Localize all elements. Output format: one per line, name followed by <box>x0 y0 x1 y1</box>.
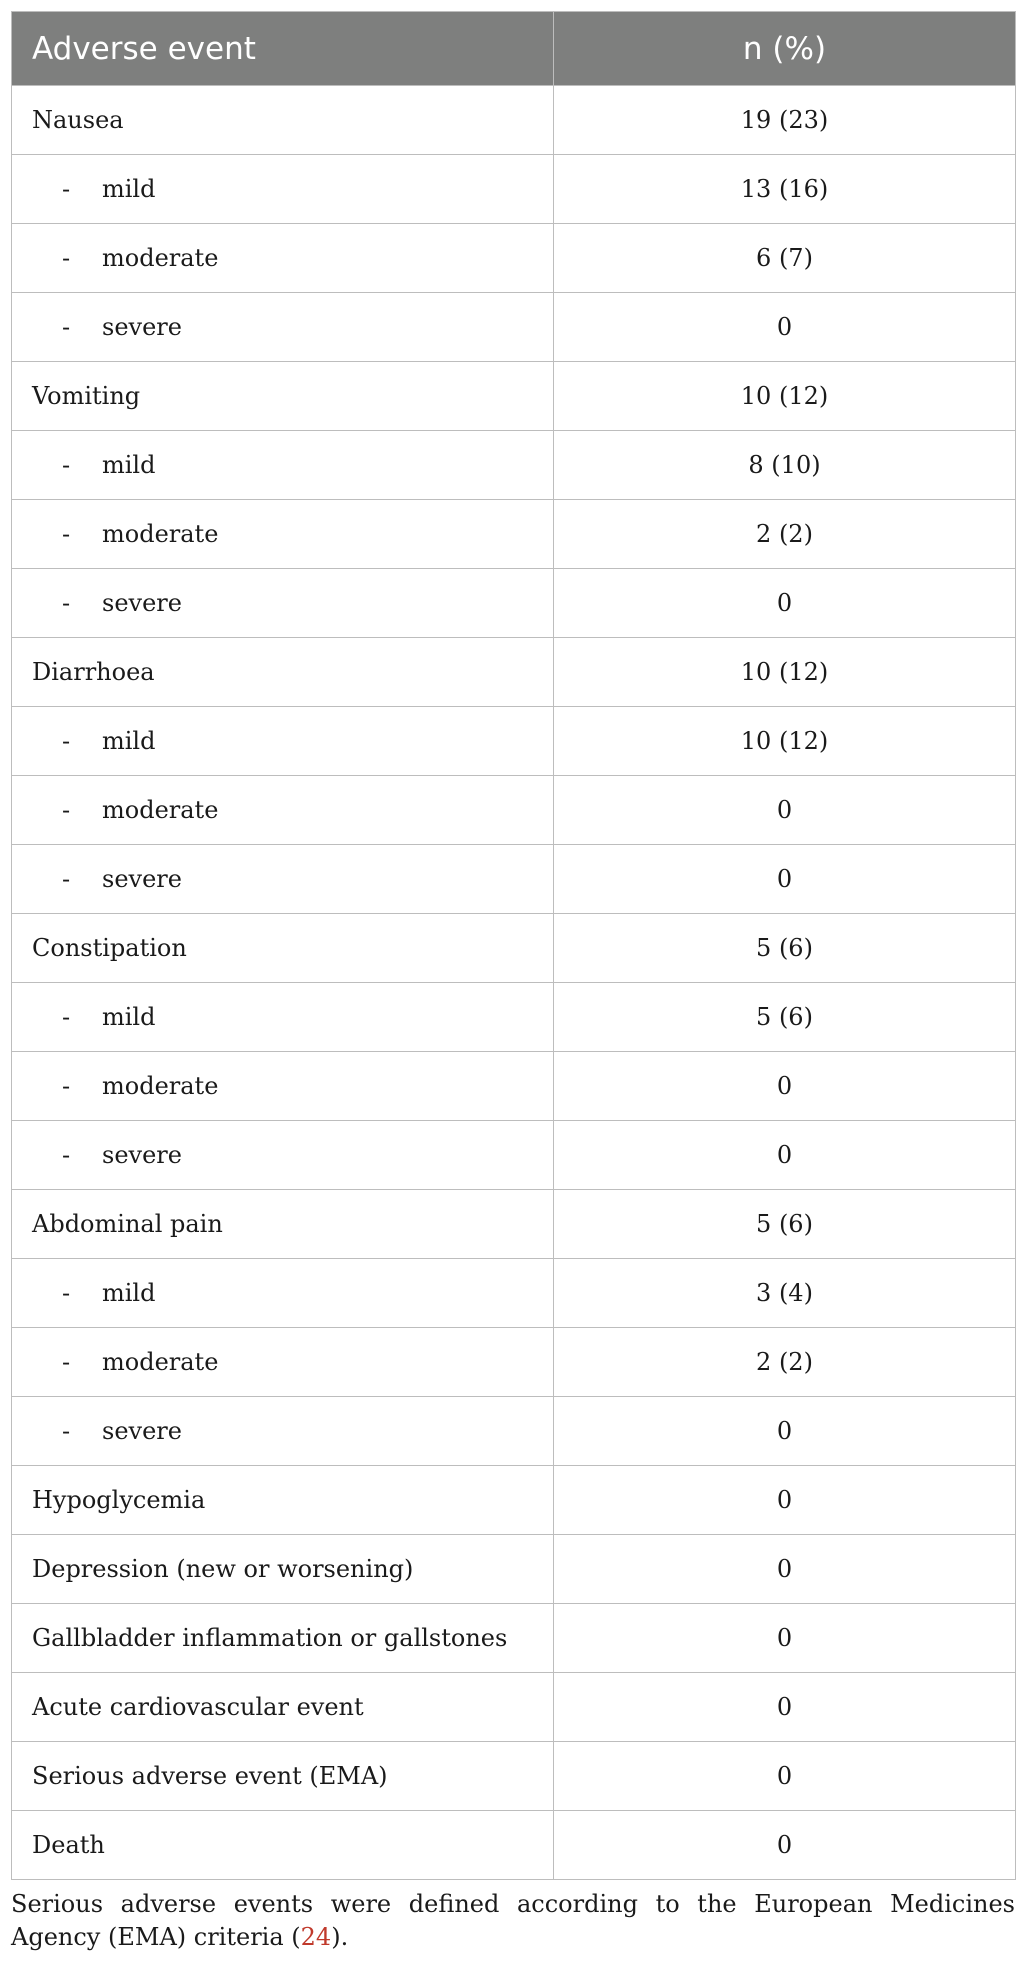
sub-item-dash: - <box>62 244 71 272</box>
n-percent-cell: 0 <box>554 776 1016 845</box>
severity-label-cell <box>12 1259 554 1328</box>
row-label: severe <box>102 589 182 617</box>
table-row <box>12 431 1016 500</box>
table-body <box>12 86 1016 1880</box>
table-row <box>12 362 1016 431</box>
row-label: Diarrhoea <box>32 658 155 686</box>
adverse-event-cell <box>12 1466 554 1535</box>
row-label: Death <box>32 1831 105 1859</box>
n-percent-cell: 3 (4) <box>554 1259 1016 1328</box>
row-label: moderate <box>102 796 219 824</box>
adverse-event-cell <box>12 1535 554 1604</box>
header-adverse-event: Adverse event <box>12 12 554 86</box>
table-row <box>12 1604 1016 1673</box>
n-percent-cell: 0 <box>554 1052 1016 1121</box>
severity-label-cell <box>12 569 554 638</box>
n-percent-cell: 10 (12) <box>554 638 1016 707</box>
row-label: mild <box>102 1279 156 1307</box>
n-percent-cell: 0 <box>554 845 1016 914</box>
row-label: Gallbladder inflammation or gallstones <box>32 1624 508 1652</box>
row-label: Nausea <box>32 106 124 134</box>
adverse-events-table-container <box>11 11 1015 1880</box>
row-label: mild <box>102 727 156 755</box>
table-row <box>12 1052 1016 1121</box>
sub-item-dash: - <box>62 1003 71 1031</box>
severity-label-cell <box>12 983 554 1052</box>
sub-item-dash: - <box>62 727 71 755</box>
n-percent-cell: 5 (6) <box>554 914 1016 983</box>
table-row <box>12 1535 1016 1604</box>
table-row <box>12 155 1016 224</box>
adverse-event-cell <box>12 86 554 155</box>
table-row <box>12 914 1016 983</box>
n-percent-cell: 10 (12) <box>554 707 1016 776</box>
n-percent-cell: 0 <box>554 1673 1016 1742</box>
table-row <box>12 845 1016 914</box>
table-row <box>12 500 1016 569</box>
sub-item-dash: - <box>62 1348 71 1376</box>
adverse-event-cell <box>12 1673 554 1742</box>
row-label: moderate <box>102 244 219 272</box>
table-row <box>12 1673 1016 1742</box>
table-row <box>12 1466 1016 1535</box>
sub-item-dash: - <box>62 175 71 203</box>
sub-item-dash: - <box>62 589 71 617</box>
table-footnote <box>11 1888 1015 1954</box>
table-row <box>12 569 1016 638</box>
n-percent-cell: 0 <box>554 1811 1016 1880</box>
adverse-event-cell <box>12 638 554 707</box>
table-header-row <box>12 12 1016 86</box>
sub-item-dash: - <box>62 1072 71 1100</box>
row-label: moderate <box>102 520 219 548</box>
row-label: severe <box>102 313 182 341</box>
n-percent-cell: 5 (6) <box>554 983 1016 1052</box>
table-row <box>12 1397 1016 1466</box>
adverse-event-cell <box>12 1604 554 1673</box>
sub-item-dash: - <box>62 520 71 548</box>
sub-item-dash: - <box>62 1279 71 1307</box>
table-row <box>12 1259 1016 1328</box>
n-percent-cell: 0 <box>554 1604 1016 1673</box>
severity-label-cell <box>12 845 554 914</box>
n-percent-cell: 5 (6) <box>554 1190 1016 1259</box>
footnote-reference-link[interactable]: 24 <box>300 1923 332 1951</box>
severity-label-cell <box>12 224 554 293</box>
table-row <box>12 1328 1016 1397</box>
table-row <box>12 1742 1016 1811</box>
table-row <box>12 1121 1016 1190</box>
table-row <box>12 638 1016 707</box>
adverse-event-cell <box>12 1811 554 1880</box>
n-percent-cell: 13 (16) <box>554 155 1016 224</box>
severity-label-cell <box>12 500 554 569</box>
table-row <box>12 983 1016 1052</box>
severity-label-cell <box>12 1052 554 1121</box>
severity-label-cell <box>12 707 554 776</box>
adverse-events-table <box>11 11 1016 1880</box>
row-label: Vomiting <box>32 382 141 410</box>
adverse-event-cell <box>12 914 554 983</box>
sub-item-dash: - <box>62 796 71 824</box>
severity-label-cell <box>12 431 554 500</box>
severity-label-cell <box>12 293 554 362</box>
adverse-event-cell <box>12 1742 554 1811</box>
footnote-end: ). <box>331 1923 349 1951</box>
n-percent-cell: 0 <box>554 1535 1016 1604</box>
row-label: mild <box>102 1003 156 1031</box>
table-row <box>12 1811 1016 1880</box>
severity-label-cell <box>12 1121 554 1190</box>
table-row <box>12 707 1016 776</box>
table-row <box>12 86 1016 155</box>
n-percent-cell: 8 (10) <box>554 431 1016 500</box>
sub-item-dash: - <box>62 313 71 341</box>
table-row <box>12 1190 1016 1259</box>
severity-label-cell <box>12 155 554 224</box>
n-percent-cell: 0 <box>554 1397 1016 1466</box>
n-percent-cell: 19 (23) <box>554 86 1016 155</box>
n-percent-cell: 2 (2) <box>554 500 1016 569</box>
row-label: severe <box>102 865 182 893</box>
n-percent-cell: 10 (12) <box>554 362 1016 431</box>
table-row <box>12 224 1016 293</box>
row-label: moderate <box>102 1348 219 1376</box>
row-label: Serious adverse event (EMA) <box>32 1762 388 1790</box>
row-label: moderate <box>102 1072 219 1100</box>
severity-label-cell <box>12 1397 554 1466</box>
adverse-event-cell <box>12 362 554 431</box>
severity-label-cell <box>12 1328 554 1397</box>
sub-item-dash: - <box>62 1141 71 1169</box>
n-percent-cell: 0 <box>554 1742 1016 1811</box>
row-label: mild <box>102 451 156 479</box>
footnote-text: Serious adverse events were defined according to the European Medicines Agency (EMA) criteria ( <box>11 1890 1015 1951</box>
adverse-event-cell <box>12 1190 554 1259</box>
table-row <box>12 293 1016 362</box>
row-label: Abdominal pain <box>32 1210 223 1238</box>
row-label: Acute cardiovascular event <box>32 1693 364 1721</box>
table-row <box>12 776 1016 845</box>
row-label: severe <box>102 1417 182 1445</box>
n-percent-cell: 0 <box>554 569 1016 638</box>
n-percent-cell: 0 <box>554 1466 1016 1535</box>
severity-label-cell <box>12 776 554 845</box>
row-label: Depression (new or worsening) <box>32 1555 414 1583</box>
sub-item-dash: - <box>62 1417 71 1445</box>
row-label: severe <box>102 1141 182 1169</box>
row-label: Hypoglycemia <box>32 1486 206 1514</box>
header-n-percent: n (%) <box>554 12 1016 86</box>
n-percent-cell: 0 <box>554 1121 1016 1190</box>
row-label: Constipation <box>32 934 187 962</box>
n-percent-cell: 2 (2) <box>554 1328 1016 1397</box>
row-label: mild <box>102 175 156 203</box>
sub-item-dash: - <box>62 865 71 893</box>
sub-item-dash: - <box>62 451 71 479</box>
n-percent-cell: 6 (7) <box>554 224 1016 293</box>
n-percent-cell: 0 <box>554 293 1016 362</box>
